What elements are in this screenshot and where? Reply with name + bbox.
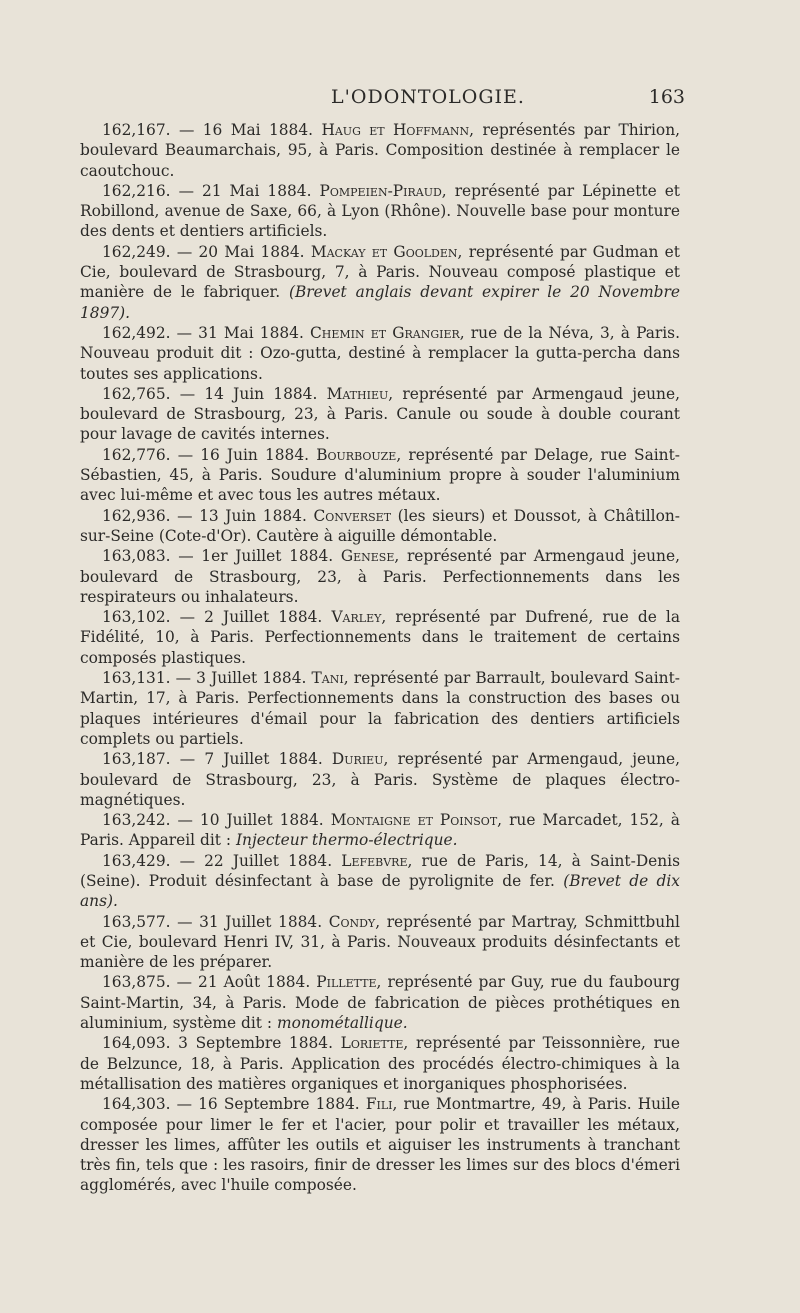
patent-entry: 163,242. — 10 Juillet 1884. Montaigne et Poinsot, rue Marcadet, 152, à Paris. Appareil dit : Injecteur thermo-électrique.	[80, 811, 680, 850]
patent-entry: 163,577. — 31 Juillet 1884. Condy, représenté par Martray, Schmittbuhl et Cie, boulevard Henri IV, 31, à Paris. Nouveaux produits désinfectants et manière de les préparer.	[80, 912, 680, 972]
page-number: 163	[648, 86, 685, 108]
patent-entry: 162,765. — 14 Juin 1884. Mathieu, représenté par Armengaud jeune, boulevard de Strasbourg, 23, à Paris. Canule ou soude à double courant pour lavage de cavités internes.	[80, 384, 680, 444]
patent-entry: 162,167. — 16 Mai 1884. Haug et Hoffmann, représentés par Thirion, boulevard Beaumarchais, 95, à Paris. Composition destinée à remplacer le caoutchouc.	[80, 121, 680, 180]
patent-entry: 163,429. — 22 Juillet 1884. Lefebvre, rue de Paris, 14, à Saint-Denis (Seine). Produit désinfectant à base de pyrolignite de fer. (Brevet de dix ans).	[80, 851, 680, 911]
patent-entry: 164,093. 3 Septembre 1884. Loriette, représenté par Teissonnière, rue de Belzunce, 18, à Paris. Application des procédés électro-chimiques à la métallisation des matières organiques et inorganiques phosphorisées.	[80, 1034, 680, 1093]
patent-entry: 162,492. — 31 Mai 1884. Chemin et Grangier, rue de la Néva, 3, à Paris. Nouveau produit dit : Ozo-gutta, destiné à remplacer la gutta-percha dans toutes ses applications.	[80, 323, 680, 383]
page-header	[80, 86, 685, 116]
running-title: L'ODONTOLOGIE.	[331, 86, 525, 108]
patent-entry: 163,875. — 21 Août 1884. Pillette, représenté par Guy, rue du faubourg Saint-Martin, 34, à Paris. Mode de fabrication de pièces prothétiques en aluminium, système dit : monométallique.	[80, 973, 680, 1033]
patent-entry: 163,102. — 2 Juillet 1884. Varley, représenté par Dufrené, rue de la Fidélité, 10, à Paris. Perfectionnements dans le traitement de certains composés plastiques.	[80, 608, 681, 667]
patent-entry: 163,083. — 1er Juillet 1884. Genese, représenté par Armengaud jeune, boulevard de Strasbourg, 23, à Paris. Perfectionnements dans les respirateurs ou inhalateurs.	[80, 547, 680, 606]
patent-list	[80, 120, 680, 1196]
patent-entry: 162,249. — 20 Mai 1884. Mackay et Goolden, représenté par Gudman et Cie, boulevard de Strasbourg, 7, à Paris. Nouveau composé plastique et manière de le fabriquer. (Brevet anglais devant expirer le 20 Novembre 1897).	[80, 242, 680, 322]
patent-entry: 162,936. — 13 Juin 1884. Converset (les sieurs) et Doussot, à Châtillon-sur-Seine (Cote-d'Or). Cautère à aiguille démontable.	[80, 506, 680, 545]
patent-entry: 164,303. — 16 Septembre 1884. Fili, rue Montmartre, 49, à Paris. Huile composée pour limer le fer et l'acier, pour polir et travailler les métaux, dresser les limes, affûter les outils et aiguiser les instruments à tranchant très fin, tels que : les rasoirs, finir de dresser les limes sur des blocs d'émeri agglomérés, avec l'huile composée.	[80, 1095, 681, 1195]
patent-entry: 162,776. — 16 Juin 1884. Bourbouze, représenté par Delage, rue Saint-Sébastien, 45, à Paris. Soudure d'aluminium propre à souder l'aluminium avec lui-même et avec tous les autres métaux.	[80, 445, 680, 505]
patent-entry: 162,216. — 21 Mai 1884. Pompeien-Piraud, représenté par Lépinette et Robillond, avenue de Saxe, 66, à Lyon (Rhône). Nouvelle base pour monture des dents et dentiers artificiels.	[80, 181, 680, 241]
patent-entry: 163,187. — 7 Juillet 1884. Durieu, représenté par Armengaud, jeune, boulevard de Strasbourg, 23, à Paris. Système de plaques électro-magnétiques.	[80, 750, 680, 809]
patent-entry: 163,131. — 3 Juillet 1884. Tani, représenté par Barrault, boulevard Saint-Martin, 17, à Paris. Perfectionnements dans la construction des bases ou plaques intérieures d'émail pour la fabrication des dentiers artificiels complets ou partiels.	[80, 669, 680, 748]
